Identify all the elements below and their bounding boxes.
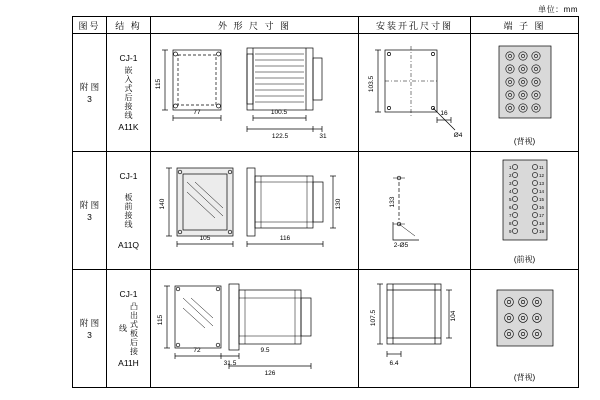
svg-text:17: 17 bbox=[539, 213, 545, 218]
terminal-caption: (背视) bbox=[513, 137, 536, 146]
svg-text:2: 2 bbox=[509, 173, 512, 178]
struct-sub: A11H bbox=[118, 357, 139, 368]
mounting-cell bbox=[359, 34, 471, 152]
dim-104: 104 bbox=[450, 310, 457, 322]
dim-6-4: 6.4 bbox=[389, 360, 399, 367]
svg-text:13: 13 bbox=[539, 181, 545, 186]
svg-text:9: 9 bbox=[509, 229, 512, 234]
dim-16: 16 bbox=[440, 110, 448, 117]
dim-100-5: 100.5 bbox=[270, 109, 288, 116]
dim-122-5: 122.5 bbox=[271, 133, 289, 140]
struct-desc: 凸出式板后接线 bbox=[118, 301, 139, 356]
outline-cell bbox=[151, 34, 359, 152]
dim-107-5: 107.5 bbox=[370, 309, 377, 327]
svg-text:14: 14 bbox=[539, 189, 545, 194]
svg-text:16: 16 bbox=[539, 205, 545, 210]
mounting-cell bbox=[359, 152, 471, 270]
mounting-cell bbox=[359, 270, 471, 388]
svg-text:3: 3 bbox=[509, 181, 512, 186]
dim-115: 115 bbox=[157, 314, 164, 326]
header-outline: 外 形 尺 寸 图 bbox=[151, 17, 359, 34]
fig-label: 附 图 bbox=[79, 317, 100, 328]
svg-text:1: 1 bbox=[509, 165, 512, 170]
mounting-drawing-2 bbox=[359, 152, 471, 262]
svg-text:7: 7 bbox=[509, 213, 512, 218]
dim-105: 105 bbox=[199, 235, 211, 242]
struct-code: CJ-1 bbox=[119, 52, 138, 63]
svg-text:6: 6 bbox=[509, 205, 512, 210]
fig-cell bbox=[73, 34, 107, 152]
table-row bbox=[73, 34, 579, 152]
dim-9-5: 9.5 bbox=[260, 347, 270, 354]
outline-drawing-1 bbox=[151, 34, 359, 144]
dim-103-5: 103.5 bbox=[368, 75, 375, 93]
terminal-cell bbox=[471, 270, 579, 388]
dim-72: 72 bbox=[193, 347, 201, 354]
struct-desc: 板前接线 bbox=[124, 192, 133, 229]
mounting-drawing-1 bbox=[359, 34, 471, 144]
struct-desc: 嵌入式后接线 bbox=[124, 65, 133, 120]
dim-140: 140 bbox=[159, 198, 166, 210]
svg-text:5: 5 bbox=[509, 197, 512, 202]
table-row bbox=[73, 152, 579, 270]
fig-label: 附 图 bbox=[79, 199, 100, 210]
terminal-cell bbox=[471, 34, 579, 152]
terminal-caption: (背视) bbox=[513, 373, 536, 382]
dim-115: 115 bbox=[155, 78, 162, 90]
svg-text:4: 4 bbox=[509, 189, 512, 194]
svg-text:12: 12 bbox=[539, 173, 545, 178]
dim-31-5: 31.5 bbox=[223, 360, 237, 367]
terminal-cell bbox=[471, 152, 579, 270]
outline-cell bbox=[151, 270, 359, 388]
dim-77: 77 bbox=[193, 109, 201, 116]
terminal-drawing-1 bbox=[471, 34, 579, 144]
struct-code: CJ-1 bbox=[119, 288, 138, 299]
outline-drawing-3 bbox=[151, 270, 359, 380]
fig-label: 附 图 bbox=[79, 81, 100, 92]
dim-133: 133 bbox=[389, 196, 396, 208]
table-row bbox=[73, 270, 579, 388]
struct-code: CJ-1 bbox=[119, 170, 138, 181]
dim-phi4: Ø4 bbox=[453, 132, 463, 139]
dim-31: 31 bbox=[319, 133, 327, 140]
header-fig: 图号 bbox=[73, 17, 107, 34]
fig-number: 3 bbox=[87, 329, 92, 340]
svg-text:18: 18 bbox=[539, 221, 545, 226]
struct-sub: A11K bbox=[118, 121, 139, 132]
dim-116: 116 bbox=[279, 235, 291, 242]
outline-drawing-2 bbox=[151, 152, 359, 262]
struct-sub: A11Q bbox=[117, 239, 140, 250]
svg-text:19: 19 bbox=[539, 229, 545, 234]
svg-text:15: 15 bbox=[539, 197, 545, 202]
terminal-drawing-2 bbox=[471, 152, 579, 262]
struct-cell bbox=[107, 152, 151, 270]
svg-text:11: 11 bbox=[539, 165, 544, 170]
header-mounting: 安装开孔尺寸图 bbox=[359, 17, 471, 34]
dim-126: 126 bbox=[264, 370, 276, 377]
fig-number: 3 bbox=[87, 211, 92, 222]
struct-cell bbox=[107, 34, 151, 152]
svg-text:8: 8 bbox=[509, 221, 512, 226]
unit-note: 单位：mm bbox=[538, 5, 578, 14]
struct-cell bbox=[107, 270, 151, 388]
table-header-row bbox=[73, 17, 579, 34]
dim-130: 130 bbox=[335, 198, 342, 210]
fig-cell bbox=[73, 152, 107, 270]
dim-2phi5: 2-Ø5 bbox=[393, 242, 409, 249]
terminal-caption: (前视) bbox=[513, 255, 536, 264]
header-struct: 结 构 bbox=[107, 17, 151, 34]
mounting-drawing-3 bbox=[359, 270, 471, 380]
header-terminal: 端 子 图 bbox=[471, 17, 579, 34]
spec-table bbox=[72, 16, 579, 388]
outline-cell bbox=[151, 152, 359, 270]
terminal-drawing-3 bbox=[471, 270, 579, 380]
fig-cell bbox=[73, 270, 107, 388]
fig-number: 3 bbox=[87, 93, 92, 104]
